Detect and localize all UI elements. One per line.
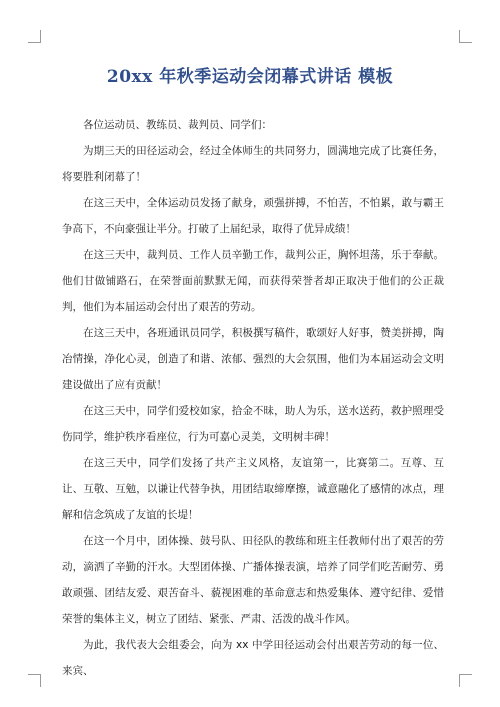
document-title: 20xx 年秋季运动会闭幕式讲话 模板: [106, 67, 394, 87]
paragraph-salutation: 各位运动员、教练员、裁判员、同学们：: [83, 119, 272, 131]
paragraph: 在这三天中，全体运动员发扬了献身，顽强拼搏，不怕苦，不怕累，敢与霸王争高下，不向豪强让半分。打破了上届纪录，取得了优异成绩！: [62, 197, 444, 235]
paragraph: 在这三天中，裁判员、工作人员辛勤工作，裁判公正，胸怀坦荡，乐于奉献。他们甘做铺路石，在荣誉面前默默无闻，而获得荣誉者却正取决于他们的公正裁判，他们为本届运动会付出了艰苦的劳动。: [62, 249, 444, 313]
crop-mark-top-left: [28, 30, 41, 43]
crop-mark-top-right: [459, 30, 472, 43]
paragraph: 在这一个月中，团体操、鼓号队、田径队的教练和班主任教师付出了艰苦的劳动，滴洒了辛勤的汗水。大型团体操、广播体操表演，培养了同学们吃苦耐劳、勇敢顽强、团结友爱、艰苦奋斗、藐视困难的革命意志和热爱集体、遵守纪律、爱惜荣誉的集体主义，树立了团结、紧张、严肃、活泼的战斗作风。: [62, 535, 444, 625]
paragraph: 在这三天中，同学们发扬了共产主义风格，友谊第一，比赛第二。互尊、互让、互敬、互勉，以谦让代替争执，用团结取缔摩擦，诚意融化了感情的冰点，理解和信念筑成了友谊的长堤！: [62, 457, 444, 521]
crop-mark-bottom-right: [459, 674, 472, 687]
document-body: [62, 112, 444, 684]
paragraph: 为此，我代表大会组委会，向为 xx 中学田径运动会付出艰苦劳动的每一位、来宾、: [62, 639, 444, 677]
paragraph: 为期三天的田径运动会，经过全体师生的共同努力，圆满地完成了比赛任务，将要胜利闭幕了！: [62, 145, 444, 183]
crop-mark-bottom-left: [28, 674, 41, 687]
paragraph: 在这三天中，各班通讯员同学，积极撰写稿件，歌颂好人好事，赞美拼搏，陶冶情操，净化心灵，创造了和谐、浓郁、强烈的大会氛围，他们为本届运动会文明建设做出了应有贡献！: [62, 327, 444, 391]
paragraph: 在这三天中，同学们爱校如家，拾金不昧，助人为乐，送水送药，救护照理受伤同学，维护秩序看座位，行为可嘉心灵美，文明树丰碑！: [62, 405, 444, 443]
